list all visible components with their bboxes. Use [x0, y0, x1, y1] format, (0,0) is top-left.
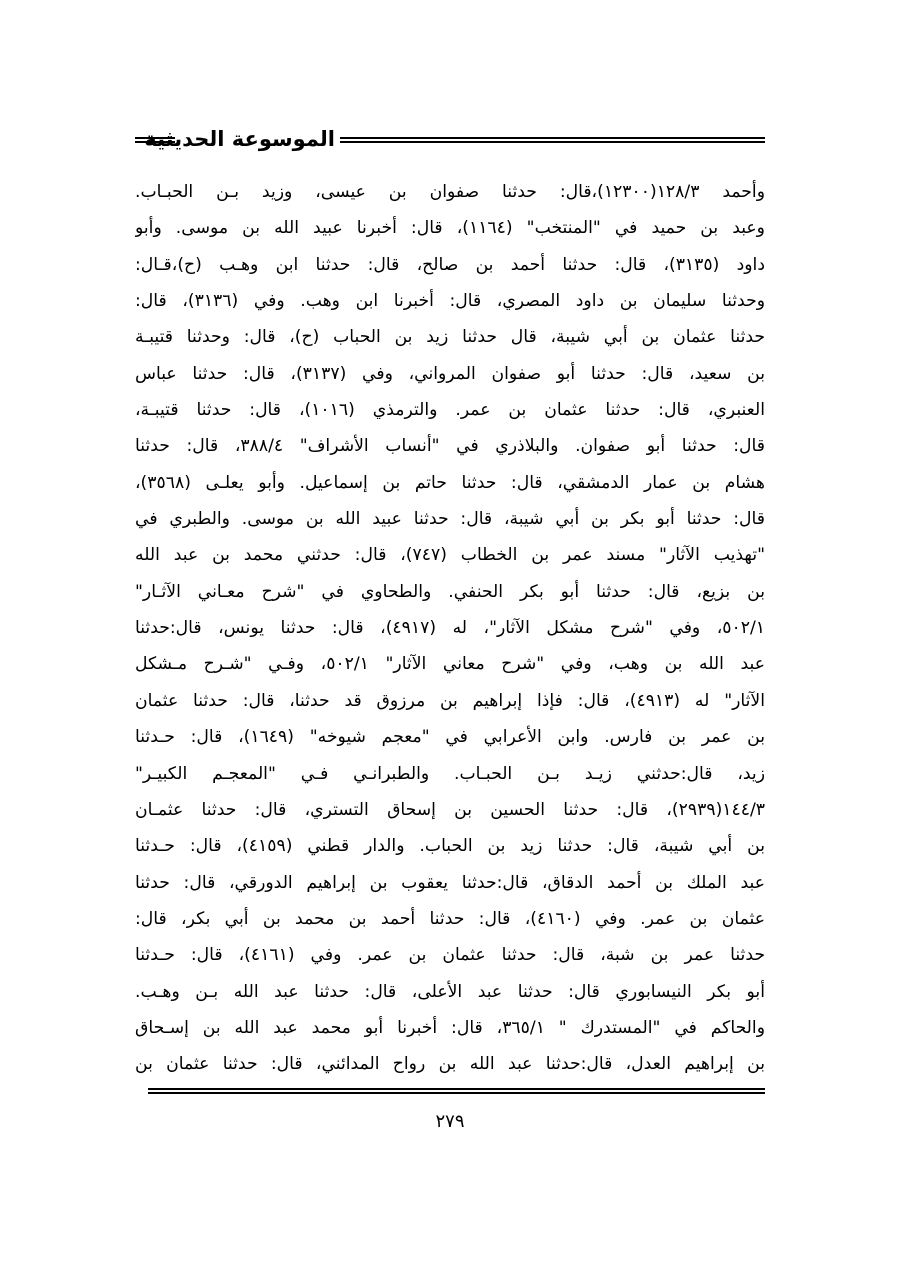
text-line: عبد الله بن وهب، وفي "شرح معاني الآثار" ٥٠٢/١، وفـي "شـرح مـشكل: [135, 654, 765, 675]
text-line: حدثنا عمر بن شبة، قال: حدثنا عثمان بن عمر. وفي (٤١٦١)، قال: حـدثنا: [135, 945, 765, 966]
text-line: عثمان بن عمر. وفي (٤١٦٠)، قال: حدثنا أحمد بن محمد بن أبي بكر، قال:: [135, 908, 765, 929]
text-line: بن إبراهيم العدل، قال:حدثنا عبد الله بن رواح المدائني، قال: حدثنا عثمان بن: [135, 1054, 765, 1075]
text-line: بن سعيد، قال: حدثنا أبو صفوان المرواني، وفي (٣١٣٧)، قال: حدثنا عباس: [135, 363, 765, 384]
text-line: عبد الملك بن أحمد الدقاق، قال:حدثنا يعقوب بن إبراهيم الدورقي، قال: حدثنا: [135, 872, 765, 893]
text-line: بن عمر بن فارس. وابن الأعرابي في "معجم شيوخه" (١٦٤٩)، قال: حـدثنا: [135, 727, 765, 748]
text-line: بن بزيع، قال: حدثنا أبو بكر الحنفي. والطحاوي في "شرح معـاني الآثـار": [135, 581, 765, 602]
text-line: "تهذيب الآثار" مسند عمر بن الخطاب (٧٤٧)، قال: حدثني محمد بن عبد الله: [135, 545, 765, 566]
text-line: أبو بكر النيسابوري قال: حدثنا عبد الأعلى، قال: حدثنا عبد الله بـن وهـب.: [135, 981, 765, 1002]
page-number: ٢٧٩: [435, 1111, 465, 1132]
text-line: ١٤٤/٣(٢٩٣٩)، قال: حدثنا الحسين بن إسحاق التستري، قال: حدثنا عثمـان: [135, 799, 765, 820]
page-header: [135, 124, 765, 164]
text-line: وعبد بن حميد في "المنتخب" (١١٦٤)، قال: أخبرنا عبيد الله بن موسى. وأبو: [135, 218, 765, 239]
text-line: قال: حدثنا أبو صفوان. والبلاذري في "أنساب الأشراف" ٣٨٨/٤، قال: حدثنا: [135, 436, 765, 457]
text-line: العنبري، قال: حدثنا عثمان بن عمر. والترمذي (١٠١٦)، قال: حدثنا قتيبـة،: [135, 400, 765, 421]
body-text: [135, 174, 765, 1075]
text-line: بن أبي شيبة، قال: حدثنا زيد بن الحباب. والدار قطني (٤١٥٩)، قال: حـدثنا: [135, 836, 765, 857]
text-line: هشام بن عمار الدمشقي، قال: حدثنا حاتم بن إسماعيل. وأبو يعلـى (٣٥٦٨)،: [135, 472, 765, 493]
text-line: وحدثنا سليمان بن داود المصري، قال: أخبرنا ابن وهب. وفي (٣١٣٦)، قال:: [135, 291, 765, 312]
text-line: داود (٣١٣٥)، قال: حدثنا أحمد بن صالح، قال: حدثنا ابن وهـب (ح)،قـال:: [135, 254, 765, 275]
text-line: وأحمد ١٢٨/٣(١٢٣٠٠)،قال: حدثنا صفوان بن عيسى، وزيد بـن الحبـاب.: [135, 182, 765, 202]
text-line: زيد، قال:حدثني زيـد بـن الحبـاب. والطبرانـي فـي "المعجـم الكبيـر": [135, 763, 765, 784]
text-line: ٥٠٢/١، وفي "شرح مشكل الآثار"، له (٤٩١٧)، قال: حدثنا يونس، قال:حدثنا: [135, 618, 765, 639]
header-rule-right: [340, 137, 765, 143]
running-title: الموسوعة الحديثية: [144, 127, 335, 151]
text-line: قال: حدثنا أبو بكر بن أبي شيبة، قال: حدثنا عبيد الله بن موسى. والطبري في: [135, 509, 765, 530]
text-line: الآثار" له (٤٩١٣)، قال: فإذا إبراهيم بن مرزوق قد حدثنا، قال: حدثنا عثمان: [135, 690, 765, 711]
text-line: والحاكم في "المستدرك " ٣٦٥/١، قال: أخبرنا أبو محمد عبد الله بن إسـحاق: [135, 1017, 765, 1038]
text-line: حدثنا عثمان بن أبي شيبة، قال حدثنا زيد بن الحباب (ح)، قال: وحدثنا قتيبـة: [135, 327, 765, 348]
footer-rule: [148, 1088, 765, 1094]
